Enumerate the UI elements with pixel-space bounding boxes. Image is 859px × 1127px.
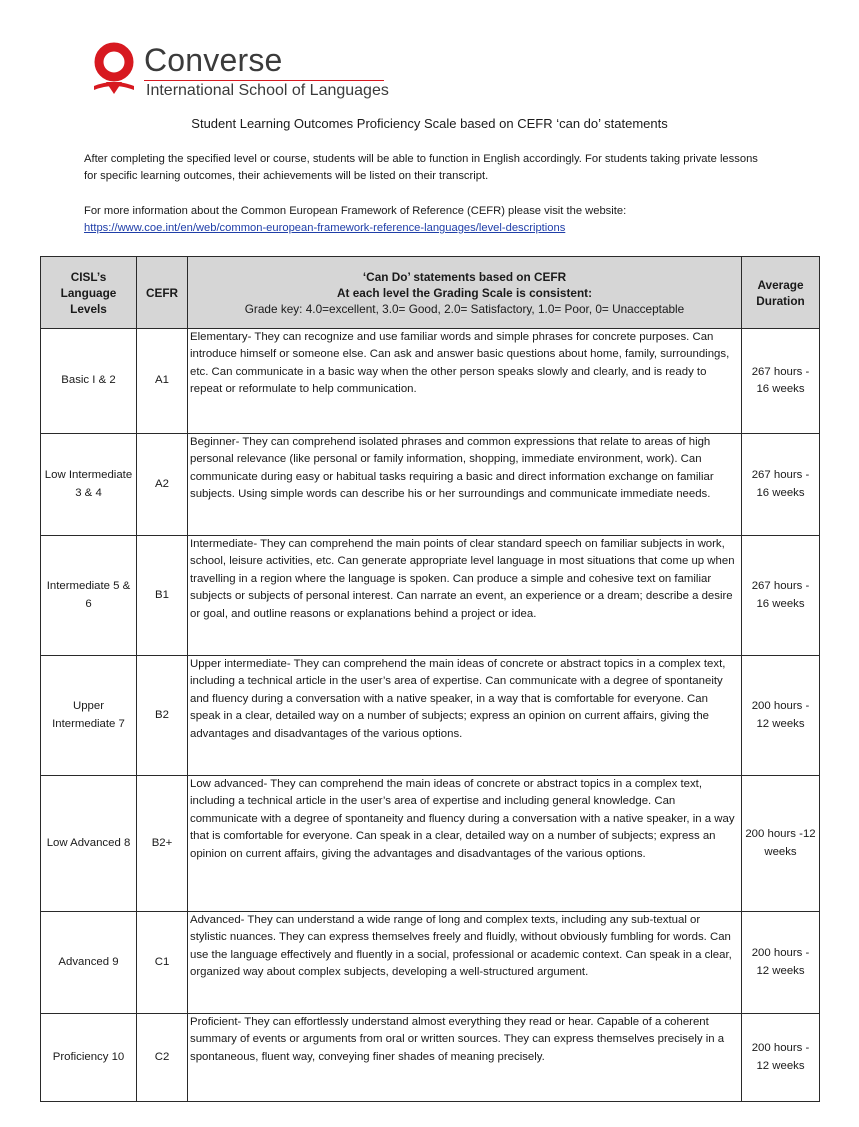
header-average-duration: Average Duration	[742, 257, 820, 329]
description-cell: Proficient- They can effortlessly understand almost everything they read or hear. Capable of a coherent summary of events or arguments from oral or written sources. They can express themselves precisely in a spontaneous, fluent way, conveying finer shades of meaning precisely.	[188, 1014, 742, 1102]
header-grade-key: Grade key: 4.0=excellent, 3.0= Good, 2.0= Satisfactory, 1.0= Poor, 0= Unacceptable	[244, 301, 685, 316]
duration-cell: 200 hours - 12 weeks	[742, 656, 820, 776]
more-info-text: For more information about the Common European Framework of Reference (CEFR) please visit the website:	[84, 205, 627, 217]
level-cell: Low Advanced 8	[41, 776, 137, 912]
table-row	[41, 329, 820, 434]
header-statement-line2: At each level the Grading Scale is consistent:	[336, 285, 593, 300]
document-title: Student Learning Outcomes Proficiency Scale based on CEFR ‘can do’ statements	[191, 116, 668, 131]
duration-cell: 200 hours -12 weeks	[742, 776, 820, 912]
cefr-cell: B2	[137, 656, 188, 776]
level-cell: Advanced 9	[41, 912, 137, 1014]
cefr-cell: C2	[137, 1014, 188, 1102]
table-row	[41, 1014, 820, 1102]
description-cell: Intermediate- They can comprehend the main points of clear standard speech on familiar subjects in work, school, leisure activities, etc. Can generate appropriate level language in most situations that come up when travelling in a region where the language is spoken. Can produce a simple and cohesive text on familiar subjects or subjects of personal interest. Can narrate an event, an experience or a dream; describe a desire or goal, and outline reasons or explanations behind a project or idea.	[188, 536, 742, 656]
cefr-cell: A2	[137, 434, 188, 536]
level-cell: Upper Intermediate 7	[41, 656, 137, 776]
converse-logo-icon	[92, 42, 138, 98]
duration-cell: 200 hours - 12 weeks	[742, 912, 820, 1014]
duration-cell: 200 hours - 12 weeks	[742, 1014, 820, 1102]
proficiency-table	[40, 256, 820, 1102]
header-language-levels: CISL’s Language Levels	[41, 257, 137, 329]
logo-divider	[144, 80, 384, 81]
description-cell: Beginner- They can comprehend isolated phrases and common expressions that relate to areas of high personal relevance (like personal or family information, shopping, immediate environment, work). Can communicate during easy or habitual tasks requiring a basic and direct information exchange on familiar subjects. Using simple words can describe his or her surroundings and communicate immediate needs.	[188, 434, 742, 536]
table-row	[41, 536, 820, 656]
cefr-cell: B2+	[137, 776, 188, 912]
table-header-row	[41, 257, 820, 329]
cefr-cell: C1	[137, 912, 188, 1014]
level-cell: Low Intermediate 3 & 4	[41, 434, 137, 536]
cefr-cell: B1	[137, 536, 188, 656]
logo-wordmark: Converse	[144, 42, 283, 78]
level-cell: Proficiency 10	[41, 1014, 137, 1102]
table-row	[41, 434, 820, 536]
description-cell: Advanced- They can understand a wide range of long and complex texts, including any sub-textual or stylistic nuances. They can express themselves freely and fluidly, without obviously fumbling for words. Can use the language effectively and fluently in a social, professional or academic context. Can speak in a clear, organized way about complex subjects, developing a well-structured argument.	[188, 912, 742, 1014]
header-can-do-statements	[188, 257, 742, 329]
cefr-cell: A1	[137, 329, 188, 434]
table-row	[41, 776, 820, 912]
more-info-paragraph	[84, 203, 784, 237]
duration-cell: 267 hours - 16 weeks	[742, 329, 820, 434]
header-statement-line1: ‘Can Do’ statements based on CEFR	[362, 269, 567, 284]
description-cell: Upper intermediate- They can comprehend the main ideas of concrete or abstract topics in a complex text, including a technical article in the user’s area of expertise. Can communicate with a degree of spontaneity and fluency during a conversation with a native speaker, in a way that is comfortable for everyone. Can speak in a clear, detailed way on a number of subjects; express an opinion on current affairs, giving the advantages and disadvantages of the various options.	[188, 656, 742, 776]
level-cell: Basic I & 2	[41, 329, 137, 434]
intro-paragraph: After completing the specified level or course, students will be able to function in English accordingly. For students taking private lessons for specific learning outcomes, their achievements will be listed on their transcript.	[84, 153, 758, 182]
cefr-website-link[interactable]: https://www.coe.int/en/web/common-european-framework-reference-languages/level-descriptions	[84, 222, 566, 234]
table-row	[41, 656, 820, 776]
level-cell: Intermediate 5 & 6	[41, 536, 137, 656]
converse-logo	[92, 40, 402, 100]
header-cefr: CEFR	[137, 257, 188, 329]
table-row	[41, 912, 820, 1014]
description-cell: Low advanced- They can comprehend the main ideas of concrete or abstract topics in a complex text, including a technical article in the user’s area of expertise and including general knowledge. Can communicate with a degree of spontaneity and fluency during a conversation with a native speaker, in a way that is comfortable for everyone. Can speak in a clear, detailed way on a number of subjects; express an opinion on current affairs, giving the advantages and disadvantages of the various options.	[188, 776, 742, 912]
duration-cell: 267 hours - 16 weeks	[742, 434, 820, 536]
description-cell: Elementary- They can recognize and use familiar words and simple phrases for concrete purposes. Can introduce himself or someone else. Can ask and answer basic questions about home, family, surroundings, etc. Can communicate in a basic way when the other person speaks slowly and clearly, and is ready to repeat or reformulate to help communication.	[188, 329, 742, 434]
logo-subtitle: International School of Languages	[146, 82, 389, 99]
duration-cell: 267 hours - 16 weeks	[742, 536, 820, 656]
